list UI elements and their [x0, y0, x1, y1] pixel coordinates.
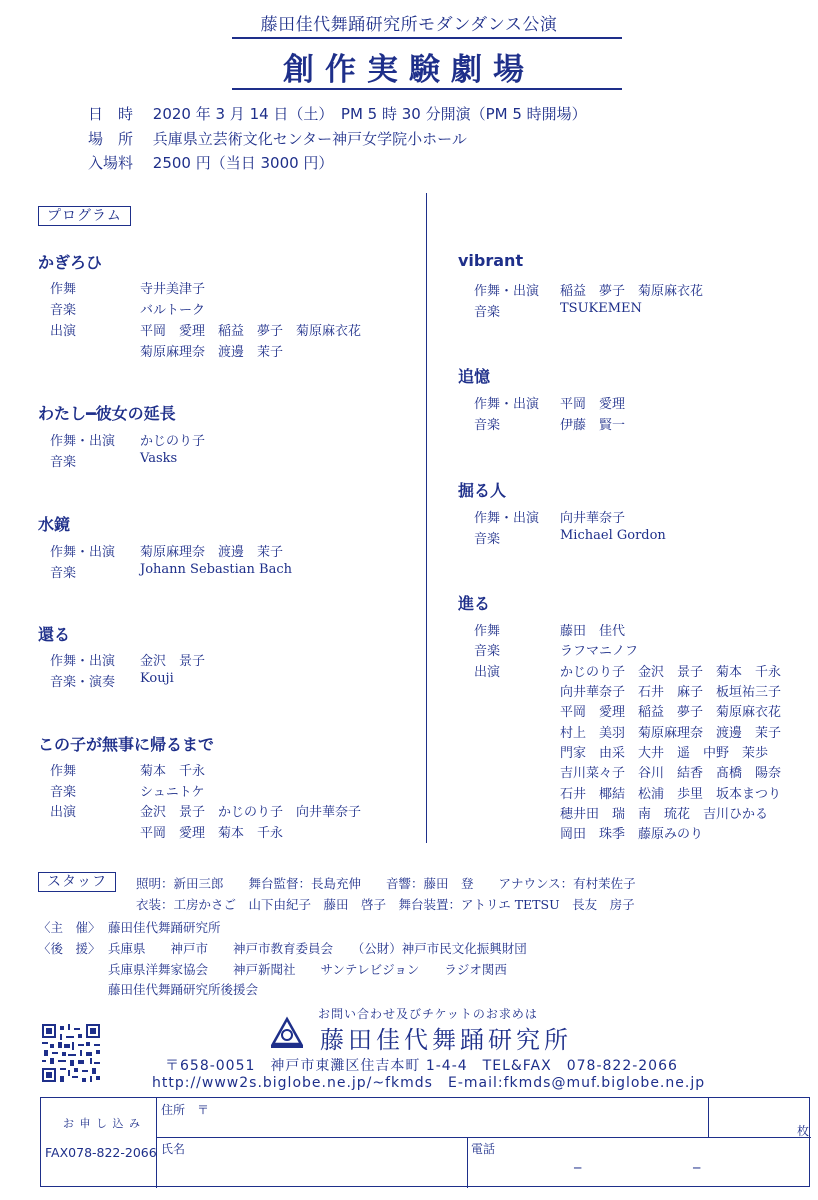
credit-names: 向井華奈子 石井 麻子 板垣祐三子 — [560, 685, 782, 700]
qr-code-icon — [42, 1024, 100, 1082]
credit-names: 菊原麻理奈 渡邊 茉子 — [140, 345, 284, 360]
info-value: 兵庫県立芸術文化センター神戸女学院小ホール — [152, 130, 467, 148]
credit-role: 音楽 — [50, 785, 77, 800]
support-line: 兵庫県 神戸市 神戸市教育委員会 （公財）神戸市民文化振興財団 — [108, 941, 527, 956]
credit-role: 作舞・出演 — [474, 284, 540, 299]
credit-names: ラフマニノフ — [560, 644, 639, 659]
form-apply-label: お 申 し 込 み — [63, 1117, 141, 1130]
credit-role: 作舞・出演 — [50, 434, 116, 449]
form-divider — [156, 1137, 811, 1138]
credit-role: 音楽 — [474, 644, 501, 659]
support-line: 兵庫県洋舞家協会 神戸新聞社 サンテレビジョン ラジオ関西 — [108, 962, 507, 977]
credit-names: 寺井美津子 — [140, 282, 206, 297]
info-label: 日 時 — [88, 105, 134, 123]
credit-role: 音楽 — [50, 455, 77, 470]
event-title: 創作実験劇場 — [283, 52, 535, 88]
org-address: 〒658-0051 神戸市東灘区住吉本町 1-4-4 TEL&FAX 078-822-2066 — [165, 1058, 678, 1074]
support-label: 〈後 援〉 — [38, 941, 101, 956]
form-count-unit: 枚 — [797, 1124, 810, 1138]
credit-role: 音楽 — [474, 305, 501, 320]
credit-names: 吉川菜々子 谷川 結香 髙橋 陽奈 — [560, 766, 782, 781]
credit-role: 作舞・出演 — [474, 511, 540, 526]
staff-label: スタッフ — [38, 872, 116, 892]
credit-role: 出演 — [50, 805, 77, 820]
form-divider — [467, 1137, 468, 1188]
credit-role: 出演 — [474, 665, 501, 680]
credit-role: 作舞 — [50, 282, 77, 297]
form-phone-dash: ─ — [574, 1161, 582, 1175]
org-logo-icon — [270, 1016, 304, 1050]
credit-names: 金沢 景子 — [140, 654, 206, 669]
form-fax-number: FAX078-822-2066 — [45, 1145, 157, 1160]
credit-names: 石井 椰結 松浦 歩里 坂本まつり — [560, 787, 782, 802]
credit-names: 金沢 景子 かじのり子 向井華奈子 — [140, 805, 362, 820]
form-name-field[interactable] — [191, 1146, 461, 1182]
credit-role: 作舞 — [474, 624, 501, 639]
event-subtitle: 藤田佳代舞踊研究所モダンダンス公演 — [260, 15, 558, 35]
info-label: 入場料 — [88, 154, 134, 172]
form-phone-field[interactable] — [501, 1146, 801, 1182]
work-title: かぎろひ — [38, 253, 103, 272]
form-phone-label: 電話 — [471, 1142, 496, 1156]
credit-names: 菊本 千永 — [140, 764, 206, 779]
org-name: 藤田佳代舞踊研究所 — [320, 1026, 572, 1054]
title-bottom-rule — [232, 88, 622, 90]
credit-names: Michael Gordon — [560, 528, 666, 543]
credit-names: 藤田 佳代 — [560, 624, 626, 639]
credit-names: 岡田 珠季 藤原みのり — [560, 827, 704, 842]
credit-role: 音楽・演奏 — [50, 675, 116, 690]
credit-role: 作舞・出演 — [474, 397, 540, 412]
credit-role: 作舞・出演 — [50, 654, 116, 669]
form-count-field[interactable] — [713, 1104, 793, 1132]
support-line: 藤田佳代舞踊研究所後援会 — [108, 982, 259, 997]
credit-names: 平岡 愛理 菊本 千永 — [140, 826, 284, 841]
org-web-email: http://www2s.biglobe.ne.jp/~fkmds E-mail:fkmds@muf.biglobe.ne.jp — [152, 1075, 706, 1091]
form-address-label: 住所 〒 — [161, 1103, 210, 1117]
credit-role: 出演 — [50, 324, 77, 339]
info-value: 2020 年 3 月 14 日（土） PM 5 時 30 分開演（PM 5 時開場） — [152, 105, 587, 123]
info-value: 2500 円（当日 3000 円） — [152, 154, 334, 172]
credit-role: 音楽 — [50, 303, 77, 318]
form-divider — [708, 1098, 709, 1137]
credit-names: 門家 由采 大井 遥 中野 茉歩 — [560, 746, 769, 761]
info-venue-row — [88, 128, 467, 149]
credit-names: 平岡 愛理 稲益 夢子 菊原麻衣花 — [140, 324, 362, 339]
credit-role: 作舞・出演 — [50, 545, 116, 560]
credit-names: かじのり子 — [140, 434, 206, 449]
credit-names: 稲益 夢子 菊原麻衣花 — [560, 284, 704, 299]
credit-role: 音楽 — [50, 566, 77, 581]
work-title: わたし━彼女の延長 — [38, 404, 176, 423]
credit-names: バルトーク — [140, 303, 206, 318]
work-title: この子が無事に帰るまで — [38, 735, 215, 754]
credit-names: TSUKEMEN — [560, 301, 642, 316]
credit-names: 穂井田 瑞 南 琉花 吉川ひかる — [560, 807, 769, 822]
credit-names: Kouji — [140, 671, 174, 686]
credit-names: シュニトケ — [140, 785, 205, 800]
info-date-row — [88, 103, 587, 124]
title-top-rule — [232, 37, 622, 39]
column-divider — [426, 193, 427, 843]
info-label: 場 所 — [88, 130, 134, 148]
credit-role: 作舞 — [50, 764, 77, 779]
form-phone-dash: ─ — [693, 1161, 701, 1175]
staff-line-2: 衣装：工房かさご 山下由紀子 藤田 啓子 舞台装置：アトリエ TETSU 長友 房子 — [136, 897, 635, 912]
credit-names: 伊藤 賢一 — [560, 418, 626, 433]
work-title: 掘る人 — [458, 481, 507, 500]
work-title: 追憶 — [458, 367, 491, 386]
credit-names: かじのり子 金沢 景子 菊本 千永 — [560, 665, 782, 680]
staff-line-1: 照明：新田三郎 舞台監督：長島充伸 音響：藤田 登 アナウンス：有村茉佐子 — [136, 876, 636, 891]
organizer-value: 藤田佳代舞踊研究所 — [108, 920, 221, 935]
work-title: 進る — [458, 594, 491, 613]
credit-names: 平岡 愛理 稲益 夢子 菊原麻衣花 — [560, 705, 782, 720]
inquiry-text: お問い合わせ及びチケットのお求めは — [318, 1007, 538, 1021]
credit-role: 音楽 — [474, 532, 501, 547]
work-title: 水鏡 — [38, 515, 71, 534]
program-label: プログラム — [38, 206, 131, 226]
application-form — [40, 1097, 810, 1187]
form-address-field[interactable] — [171, 1108, 701, 1132]
credit-names: 向井華奈子 — [560, 511, 626, 526]
credit-names: 菊原麻理奈 渡邊 茉子 — [140, 545, 284, 560]
work-title: 還る — [38, 625, 71, 644]
credit-role: 音楽 — [474, 418, 501, 433]
work-title: vibrant — [458, 251, 524, 270]
organizer-label: 〈主 催〉 — [38, 920, 101, 935]
credit-names: Johann Sebastian Bach — [140, 562, 292, 577]
credit-names: 平岡 愛理 — [560, 397, 626, 412]
credit-names: Vasks — [140, 451, 178, 466]
form-name-label: 氏名 — [161, 1142, 186, 1156]
credit-names: 村上 美羽 菊原麻理奈 渡邊 茉子 — [560, 726, 782, 741]
form-divider — [156, 1098, 157, 1188]
info-price-row — [88, 152, 333, 173]
